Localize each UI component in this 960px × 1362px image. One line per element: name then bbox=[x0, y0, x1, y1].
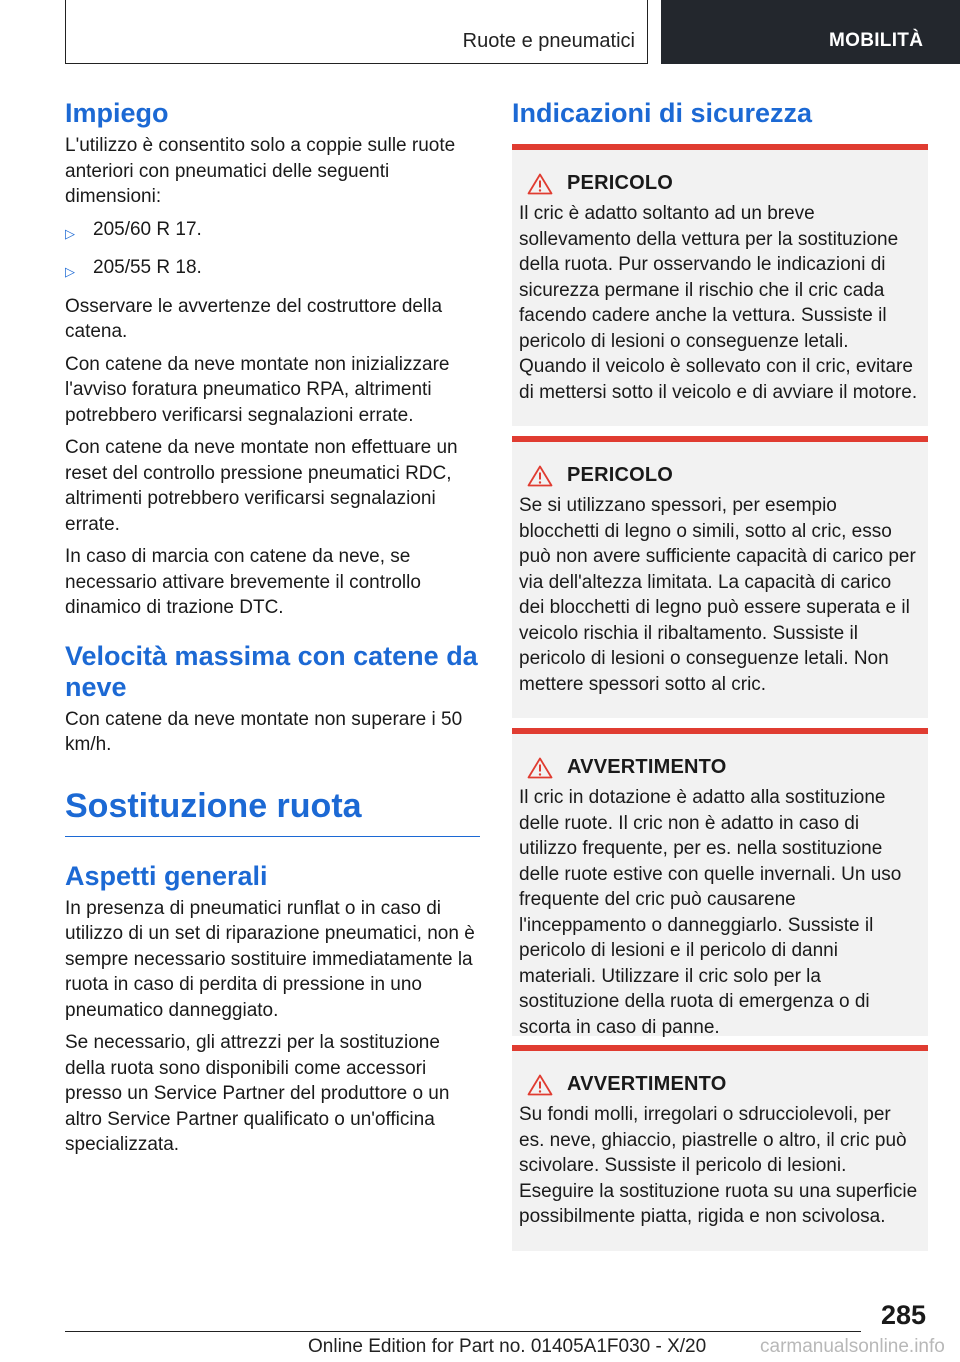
page-number: 285 bbox=[880, 1300, 926, 1330]
warning-triangle-icon bbox=[527, 1074, 553, 1096]
triangle-bullet-icon: ▷ bbox=[65, 264, 75, 279]
warning-text: Su fondi molli, irregolari o sdrucciolevoli, per es. neve, ghiaccio, piastrelle o altro, il cric può scivolare. Sussiste il pericolo di lesioni. Eseguire la sostituzione ruota su una superficie possibilmente piatta, rigida e non scivolosa. bbox=[519, 1104, 918, 1227]
left-column bbox=[65, 98, 480, 1165]
heading-speed: Velocità massima con catene da neve bbox=[65, 640, 478, 702]
warning-title: PERICOLO bbox=[567, 172, 674, 194]
warning-box-caution-2 bbox=[512, 1045, 928, 1251]
footer-divider bbox=[65, 1331, 861, 1332]
warning-title: AVVERTIMENTO bbox=[567, 756, 727, 778]
warning-text: Se si utilizzano spessori, per esempio blocchetti di legno o simili, sotto al cric, esso può non avere sufficiente capacità di carico per via dell'altezza limitata. La capacità di carico dei blocchetti di legno può essere superata e il veicolo rischia il ribaltamento. Sussiste il pericolo di lesioni o conseguenze letali. Non mettere spessori sotto al cric. bbox=[519, 495, 916, 695]
right-column bbox=[512, 98, 928, 133]
header-chapter-tab bbox=[661, 0, 960, 64]
footer-watermark: carmanualsonline.info bbox=[760, 1336, 945, 1357]
heading-safety: Indicazioni di sicurezza bbox=[512, 98, 813, 128]
list-item: ▷ 205/60 R 17. bbox=[65, 217, 480, 247]
general-paragraph: In presenza di pneumatici runflat o in caso di utilizzo di un set di riparazione pneumatici, non è sempre necessario sostituire immediatamente la ruota in caso di perdita di pressione in uno pneumatico danneggiato. bbox=[65, 897, 475, 1021]
header-section-tab bbox=[65, 0, 648, 64]
warning-text: Il cric è adatto soltanto ad un breve sollevamento della vettura per la sostituzione della ruota. Pur osservando le indicazioni di sicurezza permane il rischio che il cric cada facendo cadere anche la vettura. Sussiste il pericolo di lesioni o conseguenze letali. Quando il veicolo è sollevato con il cric, evitare di mettersi sotto il veicolo e di avviare il motore. bbox=[519, 203, 918, 403]
tire-size-list bbox=[65, 217, 480, 285]
warning-box-danger-1 bbox=[512, 144, 928, 426]
header-chapter-title: MOBILITÀ bbox=[829, 30, 924, 51]
heading-aspetti-generali: Aspetti generali bbox=[65, 860, 268, 891]
warning-triangle-icon bbox=[527, 757, 553, 779]
warning-box-danger-2 bbox=[512, 436, 928, 718]
heading-sostituzione-ruota: Sostituzione ruota bbox=[65, 786, 480, 837]
impiego-paragraph: In caso di marcia con catene da neve, se necessario attivare brevemente il controllo dinamico di trazione DTC. bbox=[65, 546, 421, 618]
impiego-intro: L'utilizzo è consentito solo a coppie sulle ruote anteriori con pneumatici delle seguenti dimensioni: bbox=[65, 135, 456, 207]
list-item: ▷ 205/55 R 18. bbox=[65, 255, 480, 285]
warning-title: AVVERTIMENTO bbox=[567, 1073, 727, 1095]
impiego-paragraph: Con catene da neve montate non inizializzare l'avviso foratura pneumatico RPA, altrimenti potrebbero verificarsi segnalazioni errate. bbox=[65, 353, 450, 426]
footer-edition: Online Edition for Part no. 01405A1F030 - X/20 bbox=[308, 1336, 707, 1357]
warning-triangle-icon bbox=[527, 173, 553, 195]
impiego-paragraph: Con catene da neve montate non effettuare un reset del controllo pressione pneumatici RDC, altrimenti potrebbero verificarsi segnalazioni errate. bbox=[65, 437, 458, 535]
speed-text: Con catene da neve montate non superare i 50 km/h. bbox=[65, 708, 463, 755]
general-paragraph: Se necessario, gli attrezzi per la sostituzione della ruota sono disponibili come accessori presso un Service Partner del produttore o un altro Service Partner qualificato o un'officina specializzata. bbox=[65, 1032, 450, 1155]
triangle-bullet-icon: ▷ bbox=[65, 225, 75, 241]
header-section-title: Ruote e pneumatici bbox=[462, 30, 635, 52]
warning-title: PERICOLO bbox=[567, 464, 674, 486]
impiego-paragraph: Osservare le avvertenze del costruttore della catena. bbox=[65, 295, 443, 342]
warning-text: Il cric in dotazione è adatto alla sostituzione delle ruote. Il cric non è adatto in caso di utilizzo frequente, per es. nella sostituzione delle ruote estive con quelle invernali. Un uso frequente del cric può causarene l'inceppamento o danneggiarlo. Sussiste il pericolo di lesioni e il pericolo di danni materiali. Utilizzare il cric solo per la sostituzione della ruota di emergenza o di scorta in caso di panne. bbox=[519, 787, 902, 1038]
heading-impiego: Impiego bbox=[65, 98, 169, 128]
warning-box-caution-1 bbox=[512, 728, 928, 1036]
warning-triangle-icon bbox=[527, 465, 553, 487]
